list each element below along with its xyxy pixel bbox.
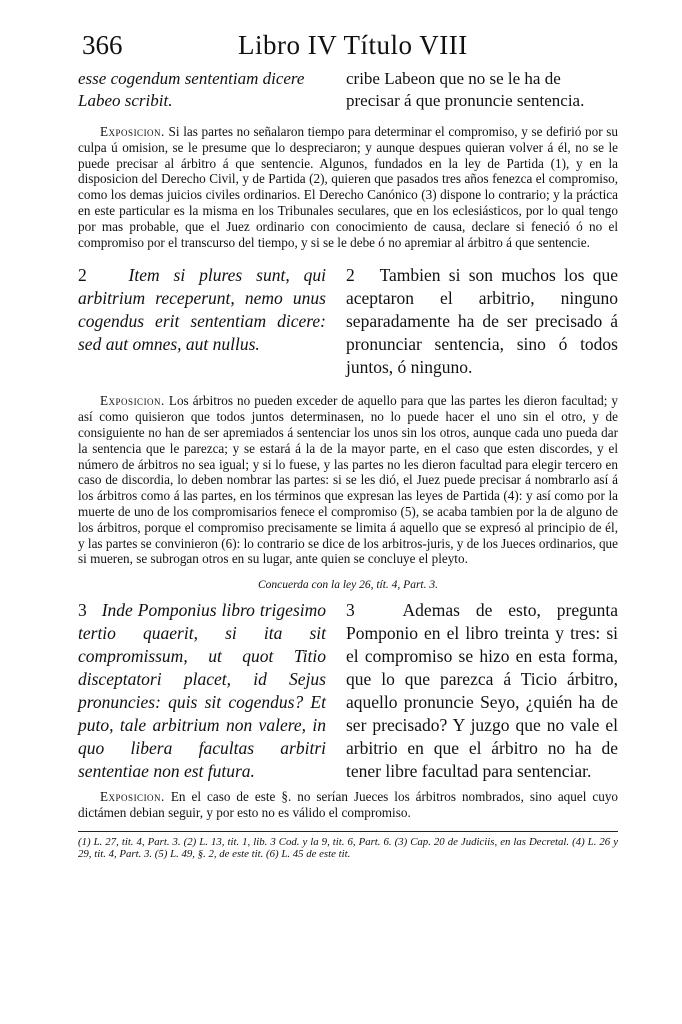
section-number: 3: [78, 600, 87, 621]
page-header: [78, 30, 618, 68]
section-number: 2: [78, 265, 87, 286]
concordance-note: Concuerda con la ley 26, tít. 4, Part. 3.: [257, 579, 439, 592]
exposition-1: [78, 124, 618, 250]
latin-column: [78, 68, 326, 112]
latin-text: Item si plures sunt, qui arbitrium receperunt, nemo unus cogendus erit sententiam dicere: sed aut omnes, aut nullus.: [78, 265, 327, 355]
spanish-text: Ademas de esto, pregunta Pomponio en el libro treinta y tres: si el compromiso se hizo en esta forma, que lo que parezca á Ticio árbitro, aquello pronuncie Seyo, ¿quién ha de ser precisado? Y juzgo que no vale el arbitrio en que el árbitro no ha de tener libre facultad para sentenciar.: [346, 600, 618, 782]
page-number: 366: [82, 30, 123, 60]
spanish-text: Tambien si son muchos los que aceptaron el arbitrio, ninguno separadamente ha de ser precisado á pronunciar sentencia, sino ó todos juntos, ó ninguno.: [346, 265, 618, 378]
latin-paragraph: [78, 599, 326, 783]
spanish-column: [346, 68, 618, 112]
section-2: [78, 264, 618, 379]
exposition-label: Exposicion.: [100, 124, 165, 139]
spanish-column: [346, 599, 618, 783]
footnotes: (1) L. 27, tit. 4, Part. 3. (2) L. 13, tit. 1, lib. 3 Cod. y la 9, tit. 6, Part. 6. (3) Cap. 20 de Judiciis, en las Decretal. (4) L. 26 y 29, tit. 4, Part. 3. (5) L. 49, §. 2, de este tit. (6) L. 45 de este tit.: [78, 835, 618, 861]
page: [78, 30, 618, 861]
spanish-paragraph: [346, 264, 618, 379]
exposition-label: Exposicion.: [100, 393, 165, 409]
section-1: [78, 68, 618, 112]
section-3: [78, 599, 618, 783]
exposition-2: [78, 393, 618, 567]
section-number: 3: [346, 600, 355, 621]
spanish-paragraph: [346, 599, 618, 783]
spanish-text: cribe Labeon que no se le ha de precisar á que pronuncie sentencia.: [346, 69, 585, 110]
exposition-text: Los árbitros no pueden exceder de aquello para que las partes les dieron facultad; y así como quisieron que todos juntos determinasen, no lo puede hacer el uno sin el otro, y de consiguiente no han de ser apremiados á sentenciar los unos sin los otros, aunque cada uno pueda dar la sentencia que le parezca; y se estará á la de la mayor parte, en el caso que esten discordes, y el número de árbitros no sea igual; y si lo fuese, y las partes no les dieron facultad para elegir tercero en caso de discordia, lo deben nombrar las partes: si se les dió, el Juez puede precisar á nombrarlo así á los árbitros como á las partes, en los términos que expresan las leyes de Partida (4): y así como por la muerte de uno de los compromisarios fenece el compromiso (5), se acaba tambien por la de alguno de los árbitros, porque el compromiso precisamente se limita á aquello que se expresó al principio de él, y las partes se convinieron (6): lo contrario se dice de los arbitros-juris, y de los Jueces ordinarios, que si mueren, se subrogan otros en su lugar, ante quien se concluye el pleyto.: [78, 393, 618, 567]
section-number: 2: [346, 265, 355, 286]
latin-column: [78, 599, 326, 783]
exposition-text: En el caso de este §. no serían Jueces los árbitros nombrados, sino aquel cuyo dictámen debian seguir, y por esto no es válido el compromiso.: [78, 789, 619, 820]
exposition-text: Si las partes no señalaron tiempo para determinar el compromiso, y se defirió por su culpa ú omision, se le presume que lo despreciaron; y aunque despues quieran volver á él, no se le puede precisar al árbitro á que sentencie. Algunos, fundados en la ley de Partida (1), y en la disposicion del Derecho Civil, y de Partida (2), quieren que pasados tres años fenezca el compromiso, como los demas juicios civiles ordinarios. El Derecho Canónico (3) dispone lo contrario; y la práctica en este particular es la misma en los Tribunales seculares, que en los eclesiásticos, por lo qual tengo por mas probable, que el Juez ordinario con conocimiento de causa, declare si feneció ó no el compromiso por el transcurso del tiempo, y si se le debe ó no apremiar al árbitro á que sentencie.: [78, 124, 618, 250]
latin-column: [78, 264, 326, 379]
latin-paragraph: [78, 264, 326, 356]
exposition-label: Exposicion.: [100, 789, 165, 805]
spanish-column: [346, 264, 618, 379]
running-title: Libro IV Título VIII: [238, 30, 468, 60]
footnote-divider: [78, 831, 618, 832]
latin-text: esse cogendum sententiam dicere Labeo scribit.: [78, 69, 305, 110]
latin-text: Inde Pomponius libro trigesimo tertio quaerit, si ita sit compromissum, ut quot Titio disceptatori placet, id Sejus pronuncies: quis sit cogendus? Et puto, tale arbitrium non valere, in quo libera facultas arbitri sententiae non est futura.: [78, 600, 326, 782]
exposition-3: [78, 789, 618, 821]
